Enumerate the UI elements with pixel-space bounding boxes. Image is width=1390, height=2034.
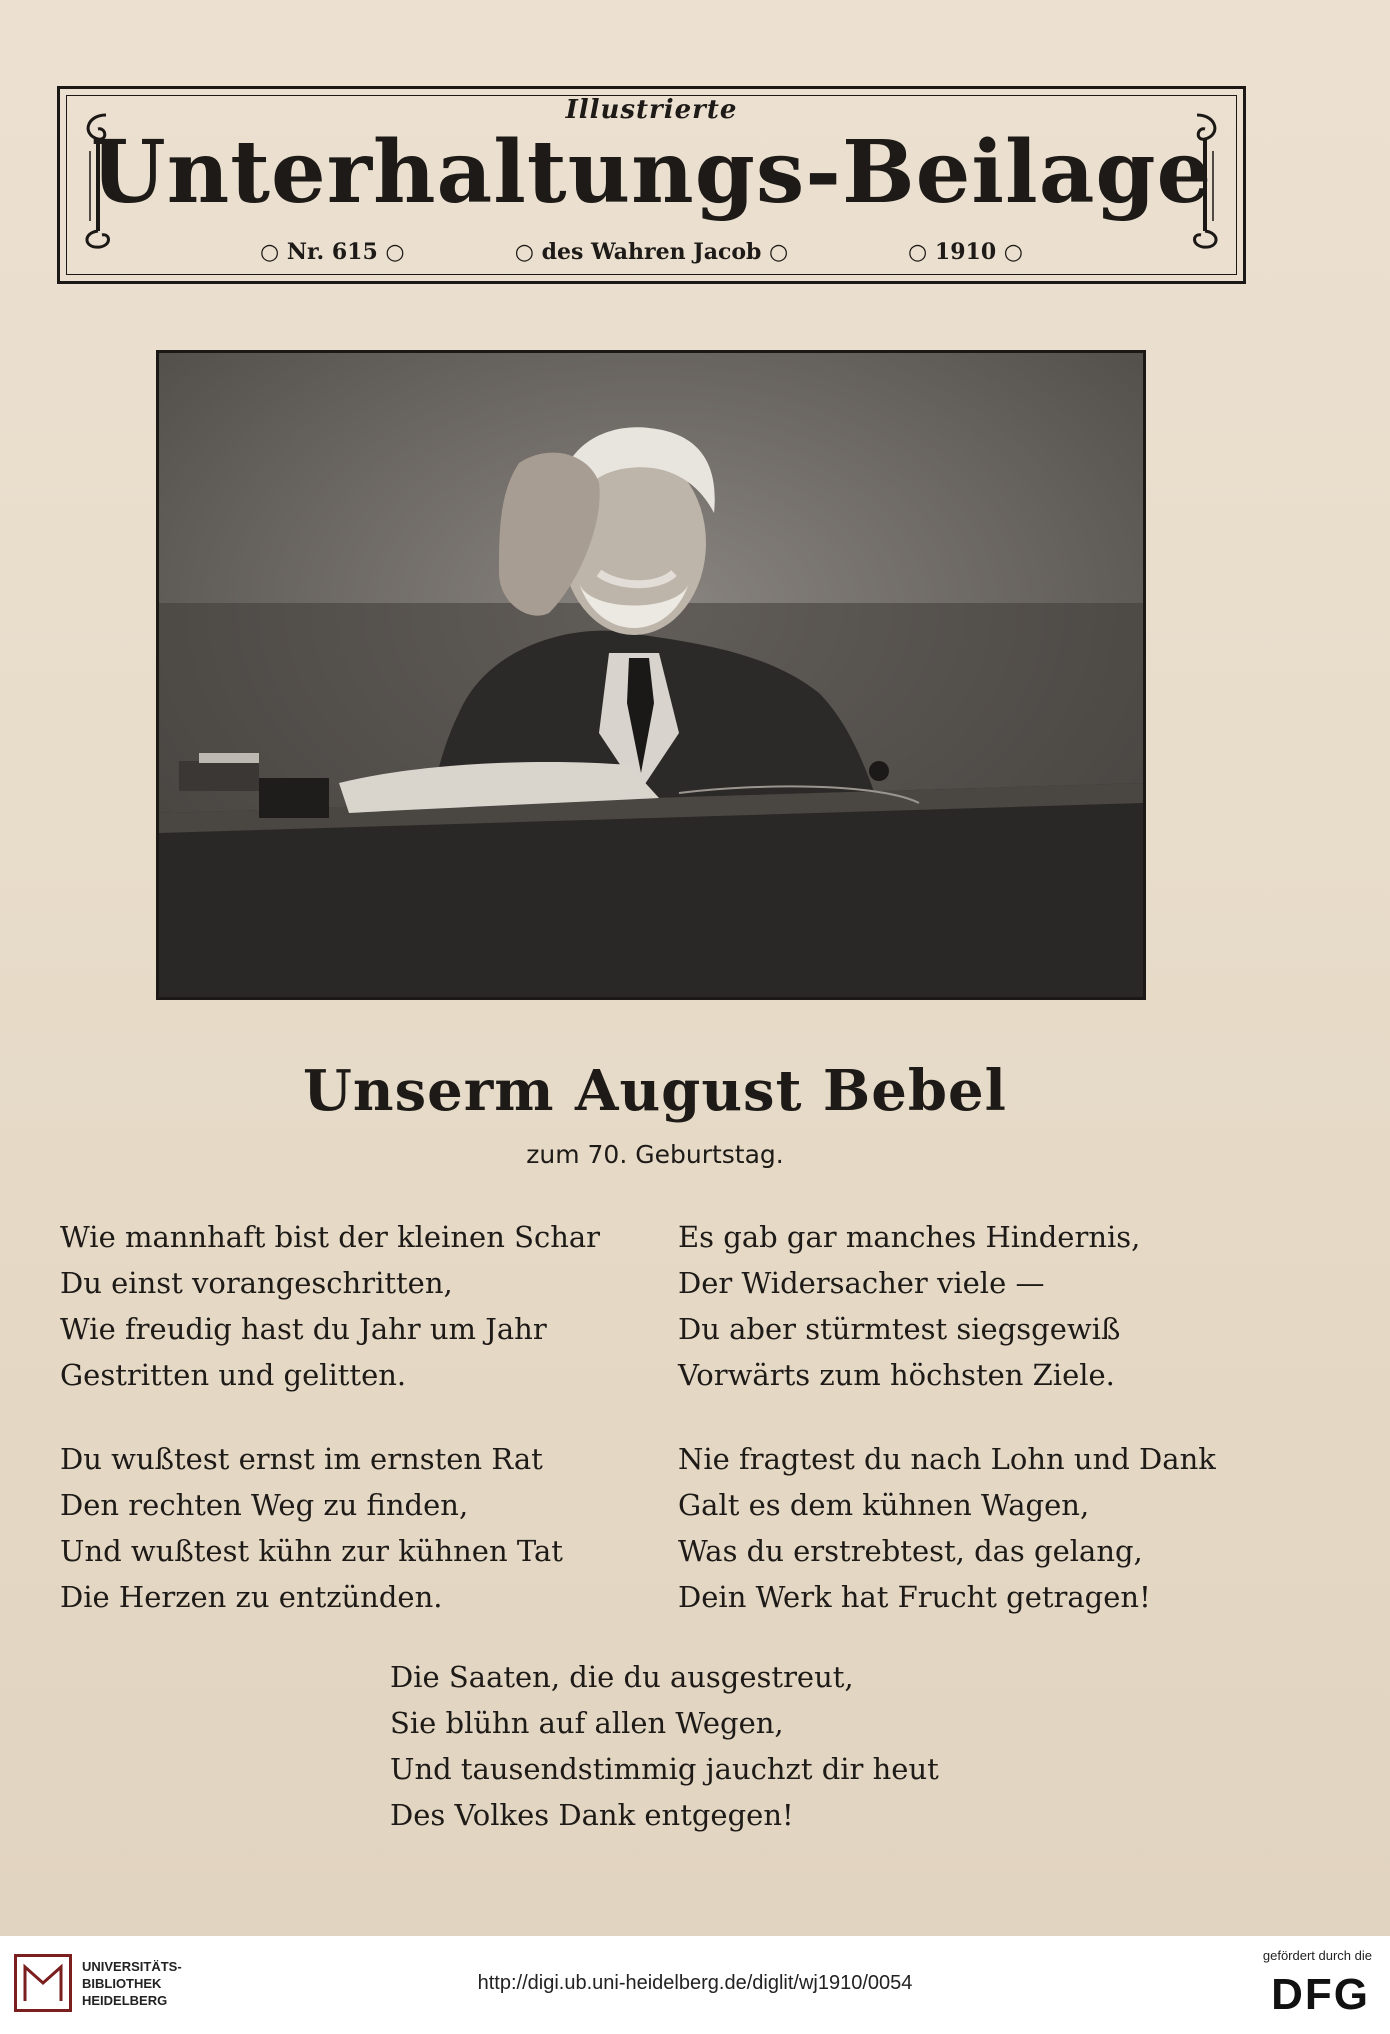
verse-line: Dein Werk hat Frucht getragen! xyxy=(678,1580,1151,1614)
masthead-info-row xyxy=(60,239,1243,269)
library-name-line: BIBLIOTHEK xyxy=(82,1976,162,1991)
library-name-line: HEIDELBERG xyxy=(82,1993,168,2008)
verse-line: Des Volkes Dank entgegen! xyxy=(390,1798,794,1832)
publication-name: ○ des Wahren Jacob ○ xyxy=(514,239,789,265)
issue-number: ○ Nr. 615 ○ xyxy=(260,239,405,265)
poem-title: Unserm August Bebel xyxy=(303,1058,1007,1124)
funding-note: gefördert durch die xyxy=(1262,1948,1372,1963)
verse-line: Wie mannhaft bist der kleinen Schar xyxy=(60,1220,601,1254)
verse-line: Der Widersacher viele — xyxy=(678,1266,1045,1300)
stanza-5 xyxy=(390,1654,939,1838)
verse-line: Du wußtest ernst im ernsten Rat xyxy=(60,1442,543,1476)
verse-line: Die Herzen zu entzünden. xyxy=(60,1580,443,1614)
masthead-title: Unterhaltungs-Beilage xyxy=(90,122,1213,223)
dfg-logo: DFG xyxy=(1271,1970,1370,2019)
verse-line: Gestritten und gelitten. xyxy=(60,1358,407,1392)
source-url[interactable]: http://digi.ub.uni-heidelberg.de/diglit/wj1910/0054 xyxy=(477,1972,913,1994)
verse-line: Du aber stürmtest siegsgewiß xyxy=(678,1312,1121,1346)
masthead xyxy=(57,86,1246,284)
verse-line: Nie fragtest du nach Lohn und Dank xyxy=(678,1442,1216,1476)
verse-line: Den rechten Weg zu finden, xyxy=(60,1488,469,1522)
verse-line: Und wußtest kühn zur kühnen Tat xyxy=(60,1534,563,1568)
verse-line: Und tausendstimmig jauchzt dir heut xyxy=(390,1752,939,1786)
verse-line: Es gab gar manches Hindernis, xyxy=(678,1220,1141,1254)
poem-subtitle: zum 70. Geburtstag. xyxy=(526,1140,784,1169)
verse-line: Wie freudig hast du Jahr um Jahr xyxy=(60,1312,547,1346)
stanza-4 xyxy=(678,1436,1216,1620)
issue-year: ○ 1910 ○ xyxy=(908,239,1023,265)
verse-line: Galt es dem kühnen Wagen, xyxy=(678,1488,1090,1522)
verse-line: Sie blühn auf allen Wegen, xyxy=(390,1706,784,1740)
stanza-2 xyxy=(678,1214,1140,1398)
stanza-3 xyxy=(60,1436,563,1620)
library-name-line: UNIVERSITÄTS- xyxy=(82,1959,182,1974)
verse-line: Die Saaten, die du ausgestreut, xyxy=(390,1660,854,1694)
masthead-subtitle: Illustrierte xyxy=(565,95,738,125)
portrait-photo xyxy=(156,350,1146,1000)
digitization-footer xyxy=(0,1936,1390,2034)
stanza-1 xyxy=(60,1214,600,1398)
verse-line: Was du erstrebtest, das gelang, xyxy=(678,1534,1143,1568)
verse-line: Vorwärts zum höchsten Ziele. xyxy=(678,1358,1115,1392)
verse-line: Du einst vorangeschritten, xyxy=(60,1266,453,1300)
